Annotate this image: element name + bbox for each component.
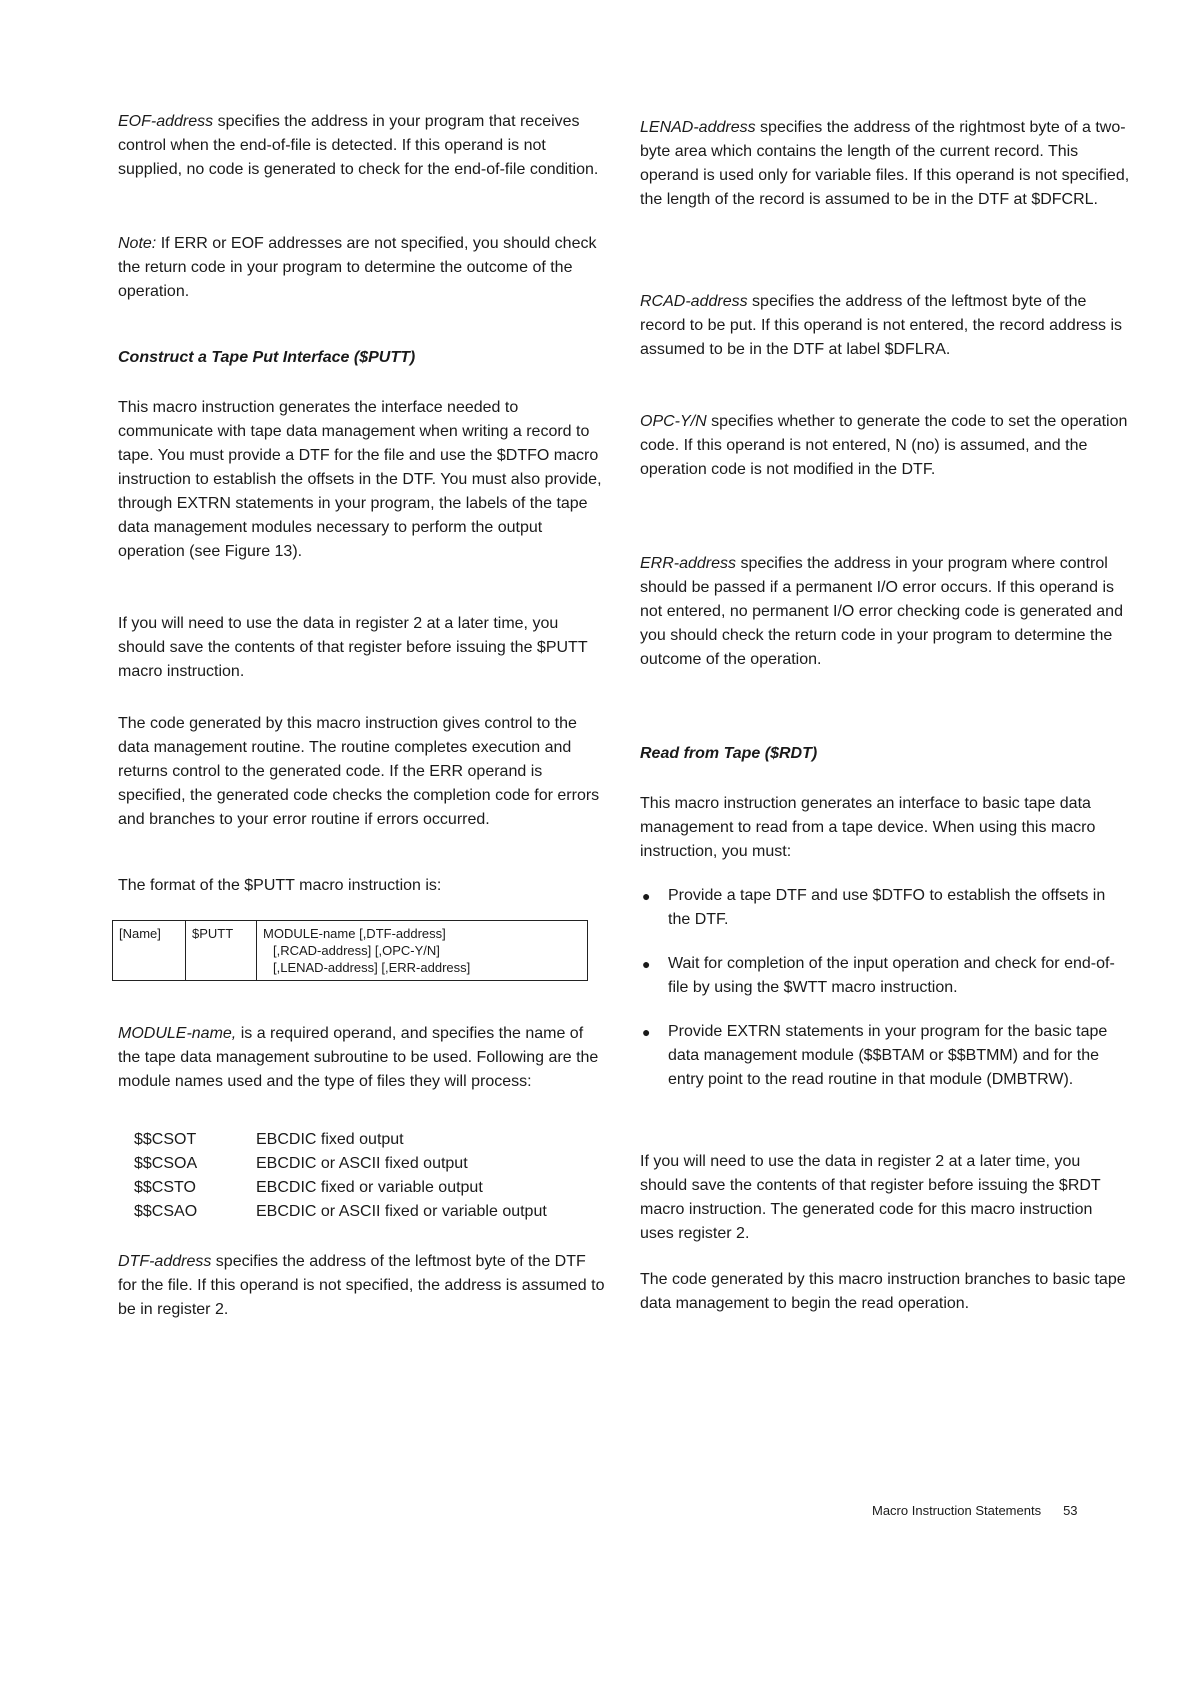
format-operands-line1: MODULE-name [,DTF-address] — [263, 926, 446, 941]
lenad-address-term: LENAD-address — [640, 119, 756, 136]
rcad-address-paragraph — [640, 290, 1130, 362]
rdt-code-paragraph: The code generated by this macro instruction branches to basic tape data management to begin the read operation. — [640, 1271, 1126, 1312]
module-row — [134, 1176, 547, 1200]
module-name: $$CSTO — [134, 1179, 196, 1196]
list-item — [640, 1020, 1130, 1092]
module-list — [134, 1128, 547, 1224]
dtf-address-term: DTF-address — [118, 1253, 212, 1270]
format-name-cell: [Name] — [113, 921, 186, 981]
note-label: Note: — [118, 235, 157, 252]
page-number: 53 — [1063, 1503, 1078, 1518]
module-row — [134, 1128, 547, 1152]
putt-section-heading: Construct a Tape Put Interface ($PUTT) — [118, 349, 416, 366]
err-address-term: ERR-address — [640, 555, 737, 572]
eof-address-term: EOF-address — [118, 113, 214, 130]
module-row — [134, 1200, 547, 1224]
module-name: $$CSOA — [134, 1155, 198, 1172]
err-address-text: specifies the address in your program where control should be passed if a permanent I/O error occurs. If this operand is not entered, no permanent I/O error checking code is generated and you should check the return code in your program to determine the outcome of the operation. — [640, 555, 1123, 668]
lenad-address-paragraph — [640, 116, 1130, 212]
module-desc: EBCDIC fixed or variable output — [256, 1179, 483, 1196]
module-desc: EBCDIC or ASCII fixed output — [256, 1155, 468, 1172]
module-name-paragraph — [118, 1022, 608, 1094]
list-item-text: Provide a tape DTF and use $DTFO to establish the offsets in the DTF. — [668, 887, 1106, 928]
err-address-paragraph — [640, 552, 1130, 672]
lenad-address-text: specifies the address of the rightmost byte of a two-byte area which contains the length of the current record. This operand is used only for variable files. If this operand is not specified, the length of the record is assumed to be in the DTF at $DFCRL. — [640, 119, 1130, 208]
list-item-text: Wait for completion of the input operation and check for end-of-file by using the $WTT macro instruction. — [668, 955, 1115, 996]
putt-intro-paragraph: This macro instruction generates the interface needed to communicate with tape data management when writing a record to tape. You must provide a DTF for the file and use the $DTFO macro instruction to establish the offsets in the DTF. You must also provide, through EXTRN statements in your program, the labels of the tape data management modules necessary to perform the output operation (see Figure 13). — [118, 399, 602, 560]
format-operands-line3: [,LENAD-address] [,ERR-address] — [273, 960, 471, 975]
module-name: $$CSOT — [134, 1131, 197, 1148]
format-op-cell: $PUTT — [186, 921, 257, 981]
module-row — [134, 1152, 547, 1176]
module-desc: EBCDIC or ASCII fixed or variable output — [256, 1203, 547, 1220]
module-name-text: is a required operand, and specifies the name of the tape data management subroutine to be used. Following are the module names used and the type of files they will process: — [118, 1025, 599, 1090]
dtf-address-paragraph — [118, 1250, 608, 1322]
footer-section-title: Macro Instruction Statements — [872, 1503, 1042, 1518]
opc-term: OPC-Y/N — [640, 413, 707, 430]
list-item-text: Provide EXTRN statements in your program for the basic tape data management module ($$BTAM or $$BTMM) and for the entry point to the read routine in that module (DMBTRW). — [668, 1023, 1108, 1088]
rdt-intro-paragraph: This macro instruction generates an interface to basic tape data management to read from a tape device. When using this macro instruction, you must: — [640, 795, 1096, 860]
list-item — [640, 884, 1130, 932]
rdt-requirements-list — [640, 884, 1130, 1112]
module-name: $$CSAO — [134, 1203, 198, 1220]
bullet-icon: ● — [642, 888, 651, 904]
format-operands-cell — [257, 921, 588, 981]
putt-code-paragraph: The code generated by this macro instruction gives control to the data management routine. The routine completes execution and returns control to the generated code. If the ERR operand is specified, the generated code checks the completion code for errors and branches to your error routine if errors occurred. — [118, 715, 600, 828]
rdt-register-paragraph: If you will need to use the data in register 2 at a later time, you should save the contents of that register before issuing the $RDT macro instruction. The generated code for this macro instruction uses register 2. — [640, 1153, 1101, 1242]
note-text: If ERR or EOF addresses are not specified, you should check the return code in your program to determine the outcome of the operation. — [118, 235, 597, 300]
eof-address-paragraph — [118, 110, 608, 182]
list-item — [640, 952, 1130, 1000]
opc-text: specifies whether to generate the code to set the operation code. If this operand is not entered, N (no) is assumed, and the operation code is not modified in the DTF. — [640, 413, 1128, 478]
module-name-term: MODULE-name, — [118, 1025, 237, 1042]
putt-format-table — [112, 920, 588, 981]
putt-register-paragraph: If you will need to use the data in register 2 at a later time, you should save the contents of that register before issuing the $PUTT macro instruction. — [118, 615, 588, 680]
bullet-icon: ● — [642, 1024, 651, 1040]
format-operands-line2: [,RCAD-address] [,OPC-Y/N] — [273, 943, 440, 958]
eof-address-text: specifies the address in your program that receives control when the end-of-file is detected. If this operand is not supplied, no code is generated to check for the end-of-file condition. — [118, 113, 599, 178]
note-paragraph — [118, 232, 608, 304]
page-footer — [872, 1503, 1078, 1518]
bullet-icon: ● — [642, 956, 651, 972]
dtf-address-text: specifies the address of the leftmost byte of the DTF for the file. If this operand is not specified, the address is assumed to be in register 2. — [118, 1253, 605, 1318]
rcad-address-text: specifies the address of the leftmost byte of the record to be put. If this operand is not entered, the record address is assumed to be in the DTF at label $DFLRA. — [640, 293, 1123, 358]
rdt-section-heading: Read from Tape ($RDT) — [640, 745, 818, 762]
rcad-address-term: RCAD-address — [640, 293, 748, 310]
putt-format-intro: The format of the $PUTT macro instruction is: — [118, 877, 442, 894]
module-desc: EBCDIC fixed output — [256, 1131, 404, 1148]
opc-paragraph — [640, 410, 1130, 482]
